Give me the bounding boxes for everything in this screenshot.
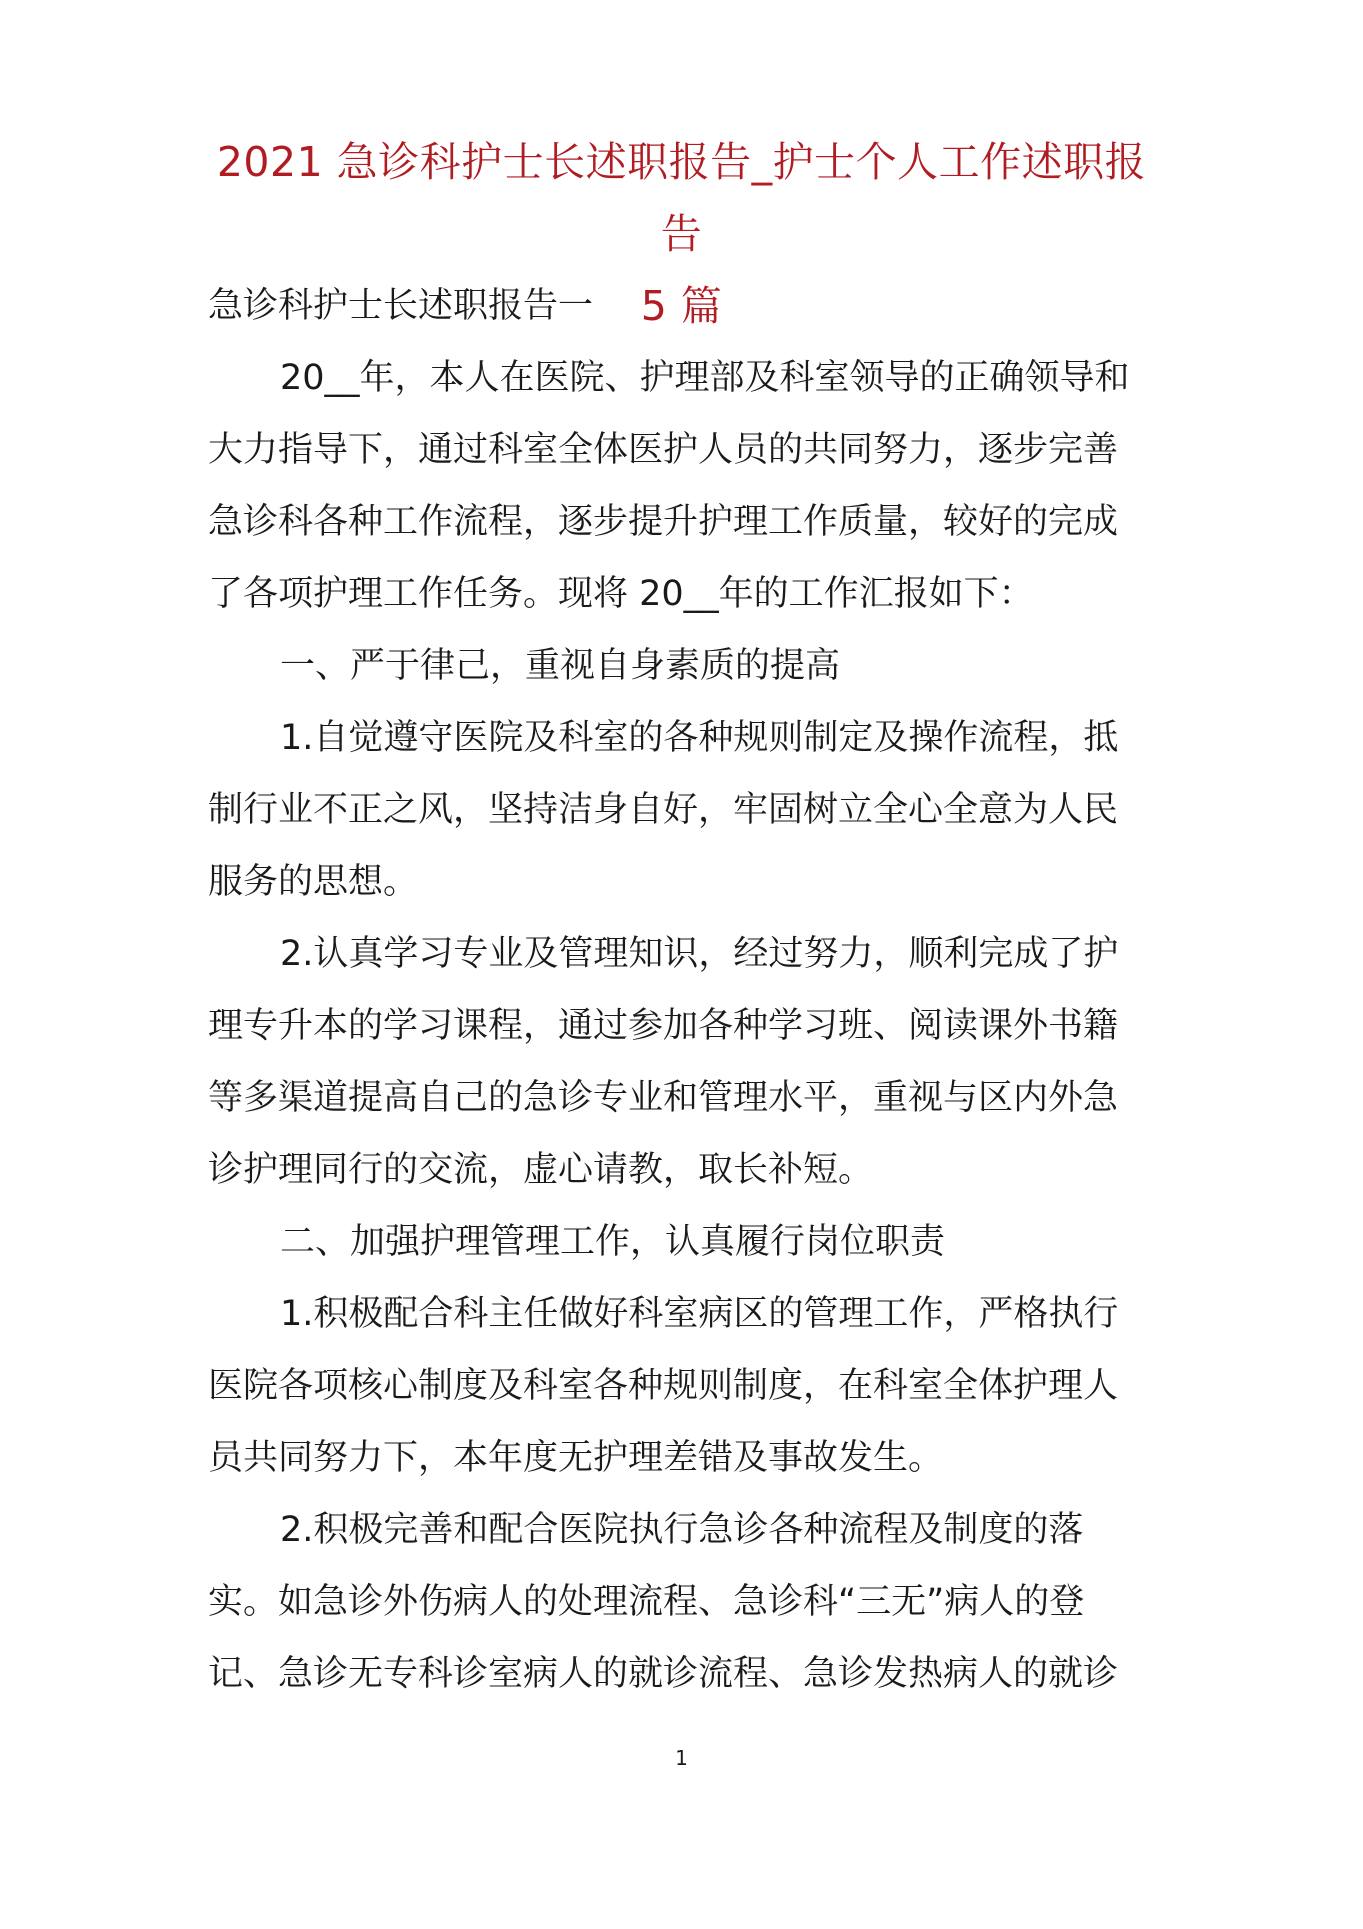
section-heading: 一、严于律己，重视自身素质的提高 xyxy=(280,646,841,686)
body-line: 等多渠道提高自己的急诊专业和管理水平，重视与区内外急 xyxy=(208,1078,1119,1118)
body-line: 了各项护理工作任务。现将 20__年的工作汇报如下： xyxy=(208,574,1034,614)
body-line: 急诊科护士长述职报告一 xyxy=(208,286,594,326)
title-line-1: 2021 急诊科护士长述职报告_护士个人工作述职报告 xyxy=(216,138,1147,258)
body-line: 诊护理同行的交流，虚心请教，取长补短。 xyxy=(208,1150,874,1190)
body-line: 1.自觉遵守医院及科室的各种规则制定及操作流程，抵 xyxy=(280,718,1119,758)
section-heading: 二、加强护理管理工作，认真履行岗位职责 xyxy=(280,1222,946,1262)
body-line: 医院各项核心制度及科室各种规则制度，在科室全体护理人 xyxy=(208,1366,1119,1406)
body-line: 记、急诊无专科诊室病人的就诊流程、急诊发热病人的就诊 xyxy=(208,1654,1119,1694)
body-line: 急诊科各种工作流程，逐步提升护理工作质量，较好的完成 xyxy=(208,502,1119,542)
body-line: 2.积极完善和配合医院执行急诊各种流程及制度的落 xyxy=(280,1510,1084,1550)
body-line: 20__年，本人在医院、护理部及科室领导的正确领导和 xyxy=(280,358,1130,398)
document-body xyxy=(208,270,1168,1710)
body-line: 大力指导下，通过科室全体医护人员的共同努力，逐步完善 xyxy=(208,430,1119,470)
body-line: 实。如急诊外伤病人的处理流程、急诊科“三无”病人的登 xyxy=(208,1582,1085,1622)
body-line: 制行业不正之风，坚持洁身自好，牢固树立全心全意为人民 xyxy=(208,790,1119,830)
body-line: 1.积极配合科主任做好科室病区的管理工作，严格执行 xyxy=(280,1294,1119,1334)
body-line: 2.认真学习专业及管理知识，经过努力，顺利完成了护 xyxy=(280,934,1119,974)
body-line: 理专升本的学习课程，通过参加各种学习班、阅读课外书籍 xyxy=(208,1006,1119,1046)
page-number: 1 xyxy=(675,1746,688,1770)
title-line-2: 5 篇 xyxy=(640,282,723,330)
body-line: 服务的思想。 xyxy=(208,862,419,902)
body-line: 员共同努力下，本年度无护理差错及事故发生。 xyxy=(208,1438,944,1478)
